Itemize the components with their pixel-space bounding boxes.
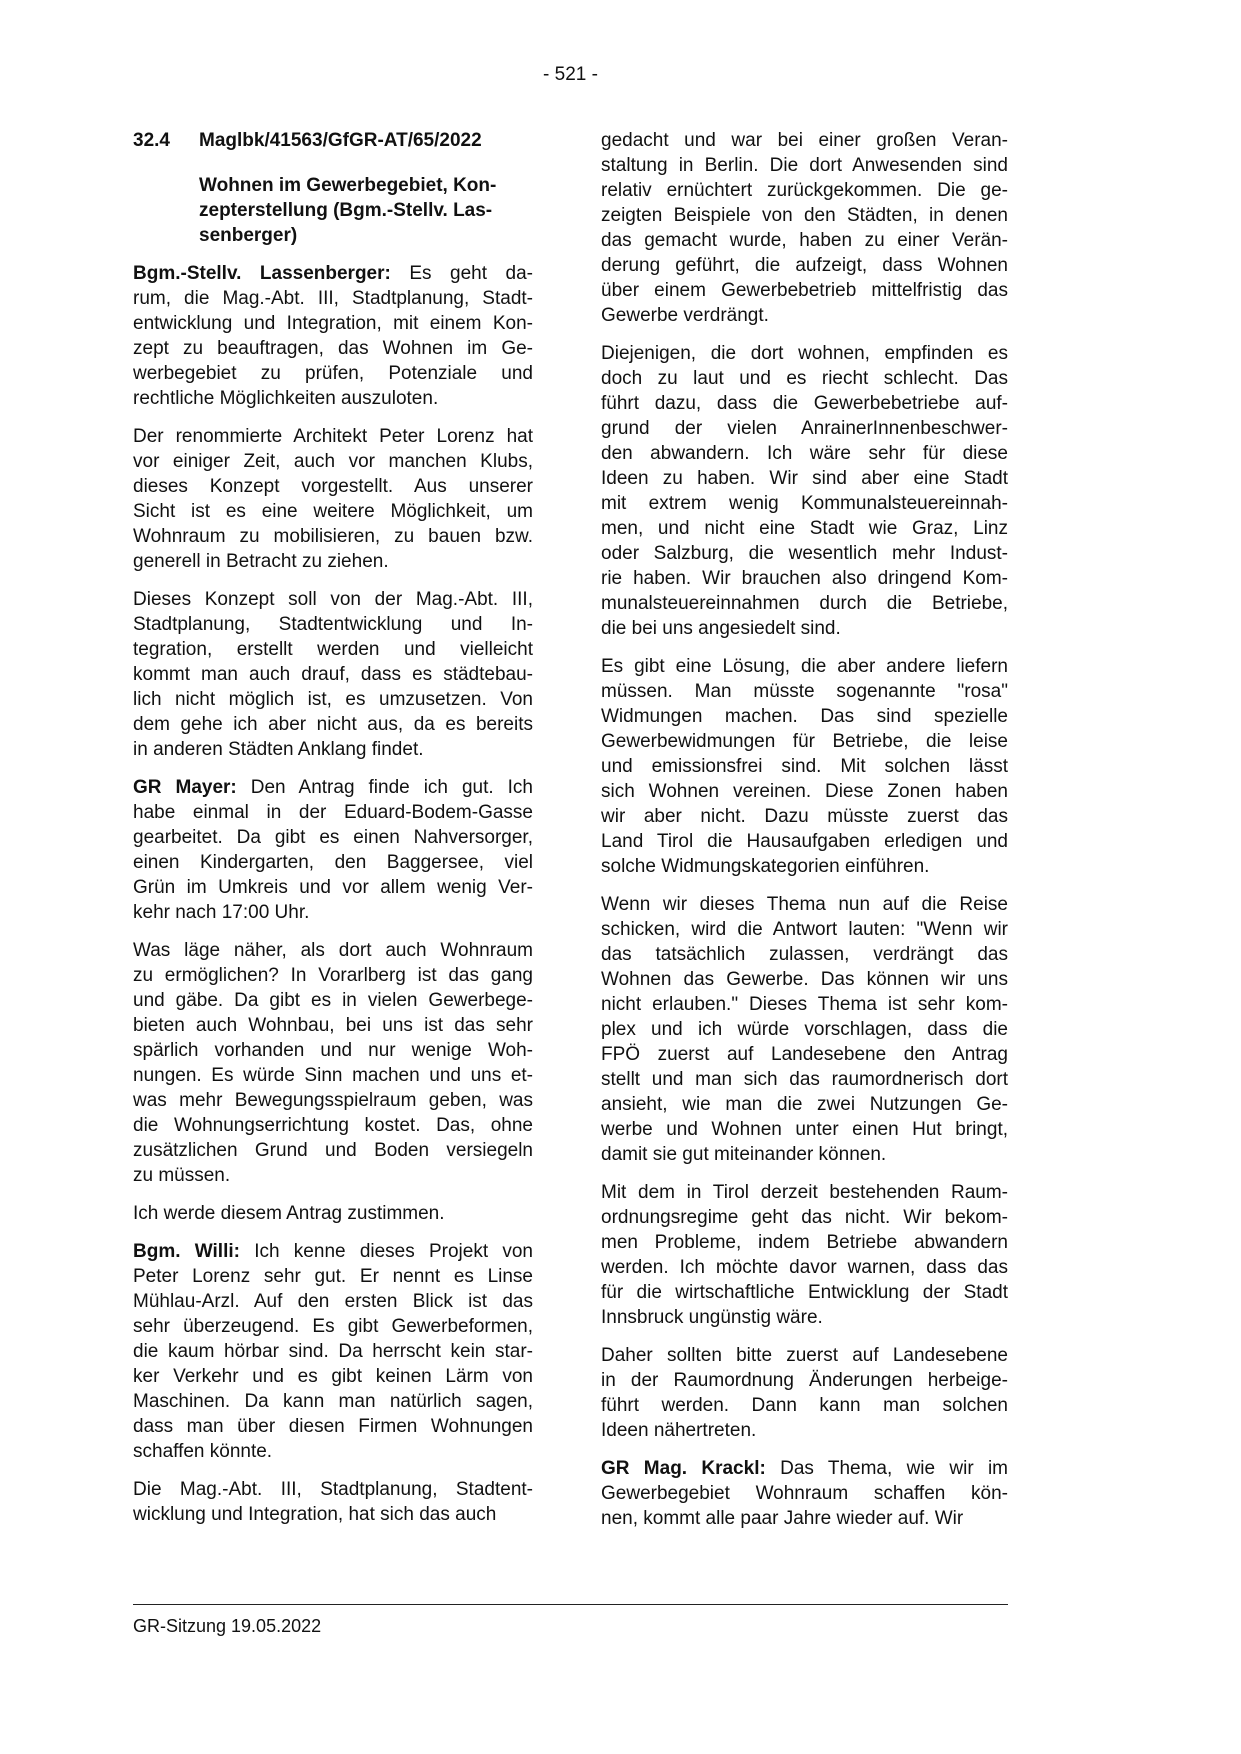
paragraph-line: Die Mag.-Abt. III, Stadtplanung, Stadtent- bbox=[133, 1479, 533, 1500]
paragraph-line: nen, kommt alle paar Jahre wieder auf. Wir bbox=[601, 1508, 964, 1529]
paragraph-line: solche Widmungskategorien einführen. bbox=[601, 856, 930, 877]
paragraph-line: oder Salzburg, die wesentlich mehr Indust- bbox=[601, 543, 1008, 564]
footer-session-label: GR-Sitzung 19.05.2022 bbox=[133, 1616, 322, 1636]
paragraph bbox=[133, 1201, 533, 1226]
paragraph-line: die bei uns angesiedelt sind. bbox=[601, 618, 841, 639]
paragraph-line: den abwandern. Ich wäre sehr für diese bbox=[601, 443, 1008, 464]
paragraph-line: die kaum hörbar sind. Da herrscht kein star- bbox=[133, 1341, 533, 1362]
paragraph-line: spärlich vorhanden und nur wenige Woh- bbox=[133, 1040, 533, 1061]
paragraph-line: und emissionsfrei sind. Mit solchen lässt bbox=[601, 756, 1008, 777]
paragraph-line: bieten auch Wohnbau, bei uns ist das sehr bbox=[133, 1015, 533, 1036]
paragraph-line: Wohnen das Gewerbe. Das können wir uns bbox=[601, 969, 1008, 990]
paragraph-line: nungen. Es würde Sinn machen und uns et- bbox=[133, 1065, 533, 1086]
paragraph-line: zept zu beauftragen, das Wohnen im Ge- bbox=[133, 338, 533, 359]
paragraph-line: entwicklung und Integration, mit einem Kon- bbox=[133, 313, 533, 334]
column-left bbox=[133, 128, 533, 1540]
agenda-item-title-line: senberger) bbox=[199, 225, 298, 246]
paragraph-line: vor einiger Zeit, auch vor manchen Klubs, bbox=[133, 451, 533, 472]
paragraph-line: Mühlau-Arzl. Auf den ersten Blick ist das bbox=[133, 1291, 533, 1312]
paragraph-line: Ideen zu haben. Wir sind aber eine Stadt bbox=[601, 468, 1008, 489]
paragraph bbox=[133, 587, 533, 762]
paragraph-line: in anderen Städten Anklang findet. bbox=[133, 739, 424, 760]
paragraph bbox=[601, 128, 1008, 328]
paragraph-line: ker Verkehr und es gibt keinen Lärm von bbox=[133, 1366, 533, 1387]
paragraph-line: kommt man auch drauf, dass es städtebau- bbox=[133, 664, 533, 685]
paragraph-line: zu ermöglichen? In Vorarlberg ist das gang bbox=[133, 965, 533, 986]
paragraph bbox=[601, 1343, 1008, 1443]
paragraph-line: Dieses Konzept soll von der Mag.-Abt. III, bbox=[133, 589, 533, 610]
paragraph-line: mit extrem wenig Kommunalsteuereinnah- bbox=[601, 493, 1008, 514]
paragraph bbox=[133, 261, 533, 411]
paragraph-line: wir aber nicht. Dazu müsste zuerst das bbox=[601, 806, 1008, 827]
paragraph-line: Grün im Umkreis und vor allem wenig Ver- bbox=[133, 877, 533, 898]
paragraph-line: GR Mag. Krackl: Das Thema, wie wir im bbox=[601, 1458, 1008, 1479]
paragraph-line: sehr überzeugend. Es gibt Gewerbeformen, bbox=[133, 1316, 533, 1337]
paragraph-line: schaffen könnte. bbox=[133, 1441, 273, 1462]
paragraph-line: Ideen nähertreten. bbox=[601, 1420, 757, 1441]
paragraph-line: wicklung und Integration, hat sich das auch bbox=[133, 1504, 497, 1525]
paragraph-line: Land Tirol die Hausaufgaben erledigen und bbox=[601, 831, 1008, 852]
paragraph-line: stellt und man sich das raumordnerisch dort bbox=[601, 1069, 1008, 1090]
paragraph-line: müssen. Man müsste sogenannte "rosa" bbox=[601, 681, 1008, 702]
paragraph bbox=[601, 1456, 1008, 1531]
paragraph-line: men Probleme, indem Betriebe abwandern bbox=[601, 1232, 1008, 1253]
paragraph bbox=[601, 892, 1008, 1167]
paragraph-line: zeigten Beispiele von den Städten, in denen bbox=[601, 205, 1008, 226]
paragraph-line: und gäbe. Da gibt es in vielen Gewerbege- bbox=[133, 990, 533, 1011]
agenda-item-title-line: Wohnen im Gewerbegebiet, Kon- bbox=[199, 175, 497, 196]
paragraph-line: relativ ernüchtert zurückgekommen. Die ge- bbox=[601, 180, 1008, 201]
paragraph-line: das gemacht wurde, haben zu einer Verän- bbox=[601, 230, 1008, 251]
paragraph-line: rechtliche Möglichkeiten auszuloten. bbox=[133, 388, 439, 409]
paragraph-line: dass man über diesen Firmen Wohnungen bbox=[133, 1416, 533, 1437]
paragraph-line: FPÖ zuerst auf Landesebene den Antrag bbox=[601, 1044, 1008, 1065]
paragraph-line: damit sie gut miteinander können. bbox=[601, 1144, 887, 1165]
paragraph-line: einen Kindergarten, den Baggersee, viel bbox=[133, 852, 533, 873]
paragraph-line: rum, die Mag.-Abt. III, Stadtplanung, Stadt- bbox=[133, 288, 533, 309]
paragraph-line: in der Raumordnung Änderungen herbeige- bbox=[601, 1370, 1008, 1391]
paragraph-line: Was läge näher, als dort auch Wohnraum bbox=[133, 940, 533, 961]
paragraph-line: zu müssen. bbox=[133, 1165, 231, 1186]
paragraph-line: die Wohnungserrichtung kostet. Das, ohne bbox=[133, 1115, 533, 1136]
paragraph-line: Daher sollten bitte zuerst auf Landesebene bbox=[601, 1345, 1008, 1366]
paragraph-line: GR Mayer: Den Antrag finde ich gut. Ich bbox=[133, 777, 533, 798]
paragraph-line: ordnungsregime geht das nicht. Wir bekom- bbox=[601, 1207, 1008, 1228]
paragraph-line: Wohnraum zu mobilisieren, zu bauen bzw. bbox=[133, 526, 533, 547]
paragraph-line: was mehr Bewegungsspielraum geben, was bbox=[133, 1090, 533, 1111]
page-footer bbox=[133, 1604, 1008, 1639]
paragraph-line: rie haben. Wir brauchen also dringend Kom- bbox=[601, 568, 1008, 589]
paragraph-line: führt dazu, dass die Gewerbebetriebe auf- bbox=[601, 393, 1008, 414]
paragraph bbox=[133, 938, 533, 1188]
paragraph-line: über einem Gewerbebetrieb mittelfristig das bbox=[601, 280, 1008, 301]
paragraph-line: Stadtplanung, Stadtentwicklung und In- bbox=[133, 614, 533, 635]
paragraph-line: Gewerbegebiet Wohnraum schaffen kön- bbox=[601, 1483, 1008, 1504]
paragraph-line: schicken, wird die Antwort lauten: "Wenn wir bbox=[601, 919, 1008, 940]
paragraph-line: gedacht und war bei einer großen Veran- bbox=[601, 130, 1008, 151]
paragraph-line: Peter Lorenz sehr gut. Er nennt es Linse bbox=[133, 1266, 533, 1287]
paragraph-line: kehr nach 17:00 Uhr. bbox=[133, 902, 310, 923]
paragraph-line: werden. Ich möchte davor warnen, dass das bbox=[601, 1257, 1008, 1278]
paragraph-line: Innsbruck ungünstig wäre. bbox=[601, 1307, 823, 1328]
paragraph bbox=[601, 1180, 1008, 1330]
paragraph-line: für die wirtschaftliche Entwicklung der Stadt bbox=[601, 1282, 1008, 1303]
agenda-item-title-line: zepterstellung (Bgm.-Stellv. Las- bbox=[199, 200, 493, 221]
paragraph-line: Bgm. Willi: Ich kenne dieses Projekt von bbox=[133, 1241, 533, 1262]
paragraph-line: derung geführt, die aufzeigt, dass Wohnen bbox=[601, 255, 1008, 276]
paragraph-line: Ich werde diesem Antrag zustimmen. bbox=[133, 1203, 445, 1224]
paragraph-line: ansieht, wie man die zwei Nutzungen Ge- bbox=[601, 1094, 1008, 1115]
column-right bbox=[601, 128, 1008, 1544]
paragraph-line: dem gehe ich aber nicht aus, da es bereits bbox=[133, 714, 533, 735]
paragraph-line: sich Wohnen vereinen. Diese Zonen haben bbox=[601, 781, 1008, 802]
paragraph-line: Diejenigen, die dort wohnen, empfinden es bbox=[601, 343, 1008, 364]
agenda-item-number: 32.4 bbox=[133, 130, 170, 151]
agenda-item-title bbox=[199, 173, 533, 248]
paragraph-line: Gewerbe verdrängt. bbox=[601, 305, 769, 326]
paragraph-line: plex und ich würde vorschlagen, dass die bbox=[601, 1019, 1008, 1040]
paragraph-line: werbe und Wohnen unter einen Hut bringt, bbox=[601, 1119, 1008, 1140]
paragraph-line: grund der vielen AnrainerInnenbeschwer- bbox=[601, 418, 1008, 439]
paragraph-line: tegration, erstellt werden und vielleicht bbox=[133, 639, 533, 660]
paragraph-line: werbegebiet zu prüfen, Potenziale und bbox=[133, 363, 533, 384]
paragraph-line: habe einmal in der Eduard-Bodem-Gasse bbox=[133, 802, 533, 823]
paragraph-line: Widmungen machen. Das sind spezielle bbox=[601, 706, 1008, 727]
paragraph bbox=[133, 775, 533, 925]
agenda-item-heading bbox=[133, 128, 533, 153]
page-number: - 521 - bbox=[543, 64, 598, 85]
paragraph-line: doch zu laut und es riecht schlecht. Das bbox=[601, 368, 1008, 389]
paragraph-line: men, und nicht eine Stadt wie Graz, Linz bbox=[601, 518, 1008, 539]
paragraph-line: gearbeitet. Da gibt es einen Nahversorger, bbox=[133, 827, 533, 848]
paragraph bbox=[133, 1477, 533, 1527]
paragraph bbox=[601, 654, 1008, 879]
paragraph bbox=[133, 1239, 533, 1464]
paragraph-line: lich nicht möglich ist, es umzusetzen. Von bbox=[133, 689, 533, 710]
paragraph-line: nicht erlauben." Dieses Thema ist sehr kom- bbox=[601, 994, 1008, 1015]
paragraph-line: Mit dem in Tirol derzeit bestehenden Raum- bbox=[601, 1182, 1008, 1203]
paragraph-line: Sicht ist es eine weitere Möglichkeit, um bbox=[133, 501, 533, 522]
paragraph-line: Maschinen. Da kann man natürlich sagen, bbox=[133, 1391, 533, 1412]
paragraph-line: generell in Betracht zu ziehen. bbox=[133, 551, 389, 572]
paragraph bbox=[601, 341, 1008, 641]
paragraph-line: Gewerbewidmungen für Betriebe, die leise bbox=[601, 731, 1008, 752]
paragraph-line: Der renommierte Architekt Peter Lorenz hat bbox=[133, 426, 533, 447]
paragraph-line: munalsteuereinnahmen durch die Betriebe, bbox=[601, 593, 1008, 614]
paragraph-line: führt werden. Dann kann man solchen bbox=[601, 1395, 1008, 1416]
paragraph-line: Wenn wir dieses Thema nun auf die Reise bbox=[601, 894, 1008, 915]
paragraph bbox=[133, 424, 533, 574]
paragraph-line: das tatsächlich zulassen, verdrängt das bbox=[601, 944, 1008, 965]
paragraph-line: dieses Konzept vorgestellt. Aus unserer bbox=[133, 476, 533, 497]
paragraph-line: zusätzlichen Grund und Boden versiegeln bbox=[133, 1140, 533, 1161]
paragraph-line: Bgm.-Stellv. Lassenberger: Es geht da- bbox=[133, 263, 533, 284]
paragraph-line: Es gibt eine Lösung, die aber andere liefern bbox=[601, 656, 1008, 677]
agenda-item-reference: Maglbk/41563/GfGR-AT/65/2022 bbox=[199, 130, 482, 151]
paragraph-line: staltung in Berlin. Die dort Anwesenden sind bbox=[601, 155, 1008, 176]
